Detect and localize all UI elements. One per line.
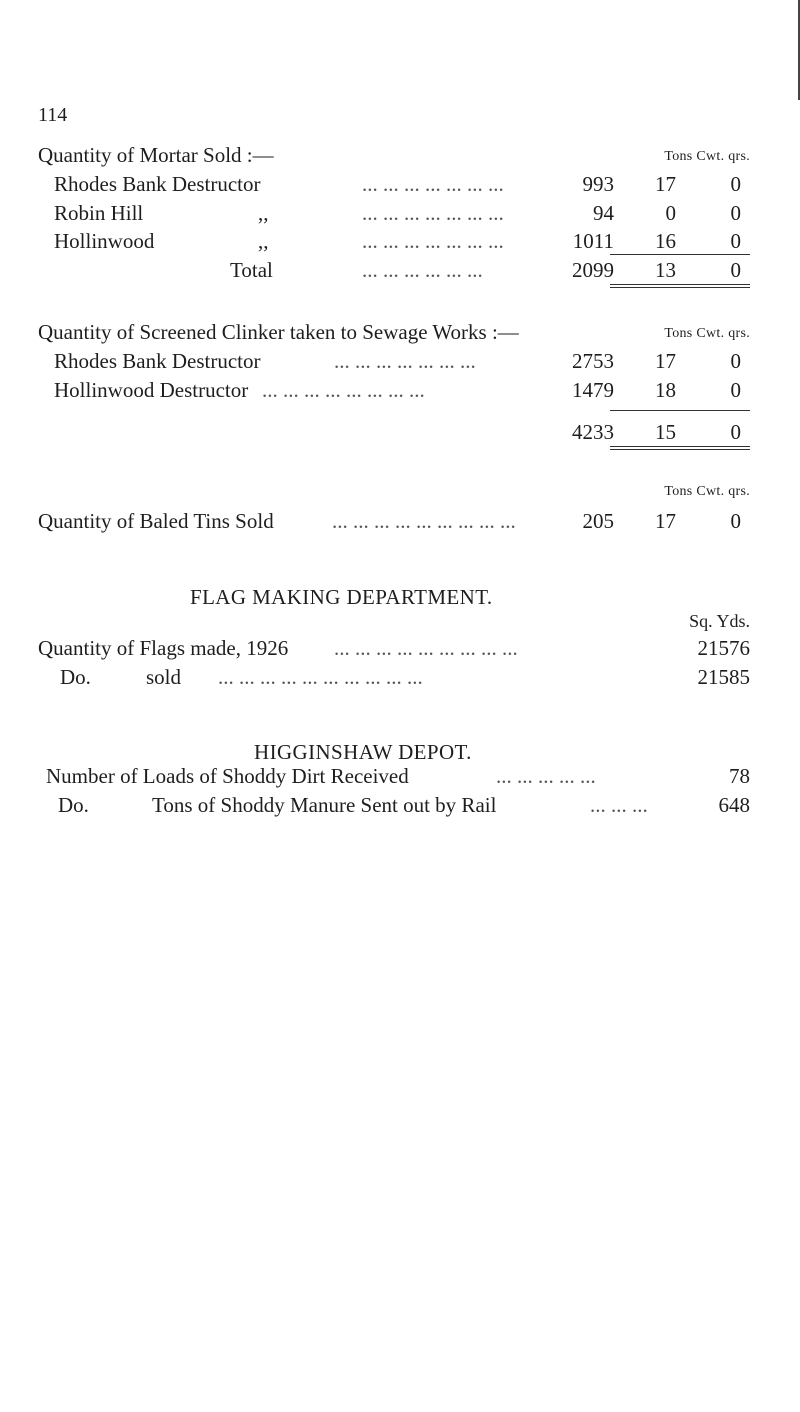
count-value: 78 (729, 764, 750, 788)
row-label: Do. (60, 665, 91, 689)
clinker-heading: Quantity of Screened Clinker taken to Sewage Works :— (38, 320, 519, 344)
mortar-heading: Quantity of Mortar Sold :— (38, 143, 274, 167)
row-label: Rhodes Bank Destructor (54, 349, 261, 373)
cwt-value: 0 (665, 201, 676, 225)
leader-dots: ... ... ... ... ... ... ... ... ... (334, 636, 518, 660)
flag-heading: FLAG MAKING DEPARTMENT. (190, 585, 493, 609)
sq-yds-value: 21585 (697, 665, 750, 689)
leader-dots: ... ... ... ... ... ... ... (362, 201, 504, 225)
leader-dots: ... ... ... ... ... ... ... ... ... (332, 509, 516, 533)
cwt-value: 13 (655, 258, 676, 282)
tons-value: 1011 (572, 229, 614, 253)
row-label: Hollinwood Destructor (54, 378, 249, 402)
total-rule-double (610, 449, 750, 450)
row-label: Quantity of Flags made, 1926 (38, 636, 289, 660)
total-rule-double (610, 287, 750, 288)
row-label: Rhodes Bank Destructor (54, 172, 261, 196)
row-label: Hollinwood (54, 229, 155, 253)
higginshaw-heading: HIGGINSHAW DEPOT. (254, 740, 472, 764)
row-label: Quantity of Baled Tins Sold (38, 509, 274, 533)
qrs-value: 0 (730, 509, 741, 533)
row-label: Number of Loads of Shoddy Dirt Received (46, 764, 409, 788)
qrs-value: 0 (730, 378, 741, 402)
sq-yds-value: 21576 (697, 636, 750, 660)
row-label: Do. (58, 793, 89, 817)
row-sublabel: Tons of Shoddy Manure Sent out by Rail (152, 793, 497, 817)
count-value: 648 (718, 793, 750, 817)
leader-dots: ... ... ... ... ... ... ... (334, 349, 476, 373)
tons-value: 993 (582, 172, 614, 196)
tons-value: 1479 (572, 378, 614, 402)
cwt-value: 18 (655, 378, 676, 402)
cwt-value: 17 (655, 509, 676, 533)
leader-dots: ... ... ... ... ... ... ... ... (262, 378, 425, 402)
tons-value: 94 (593, 201, 614, 225)
cwt-value: 17 (655, 172, 676, 196)
leader-dots: ... ... ... ... ... ... (362, 258, 483, 282)
subtotal-rule (610, 254, 750, 255)
mortar-units-header: Tons Cwt. qrs. (664, 149, 750, 164)
leader-dots: ... ... ... ... ... ... ... ... ... ... (218, 665, 423, 689)
tons-value: 4233 (572, 420, 614, 444)
tins-units-header: Tons Cwt. qrs. (664, 484, 750, 499)
page-number: 114 (38, 104, 68, 126)
leader-dots: ... ... ... (590, 793, 648, 817)
qrs-value: 0 (730, 172, 741, 196)
leader-dots: ... ... ... ... ... ... ... (362, 172, 504, 196)
qrs-value: 0 (730, 258, 741, 282)
tons-value: 205 (582, 509, 614, 533)
total-rule (610, 284, 750, 285)
flag-units-header: Sq. Yds. (689, 611, 750, 631)
cwt-value: 16 (655, 229, 676, 253)
row-sublabel: sold (146, 665, 182, 689)
cwt-value: 17 (655, 349, 676, 373)
subtotal-rule (610, 410, 750, 411)
tons-value: 2753 (572, 349, 614, 373)
ditto-mark: ,, (258, 201, 269, 225)
ditto-mark: ,, (258, 229, 269, 253)
total-rule (610, 446, 750, 447)
row-label: Robin Hill (54, 201, 144, 225)
qrs-value: 0 (730, 229, 741, 253)
leader-dots: ... ... ... ... ... (496, 764, 596, 788)
cwt-value: 15 (655, 420, 676, 444)
tons-value: 2099 (572, 258, 614, 282)
qrs-value: 0 (730, 420, 741, 444)
total-label: Total (230, 258, 273, 282)
leader-dots: ... ... ... ... ... ... ... (362, 229, 504, 253)
clinker-units-header: Tons Cwt. qrs. (664, 326, 750, 341)
qrs-value: 0 (730, 201, 741, 225)
qrs-value: 0 (730, 349, 741, 373)
